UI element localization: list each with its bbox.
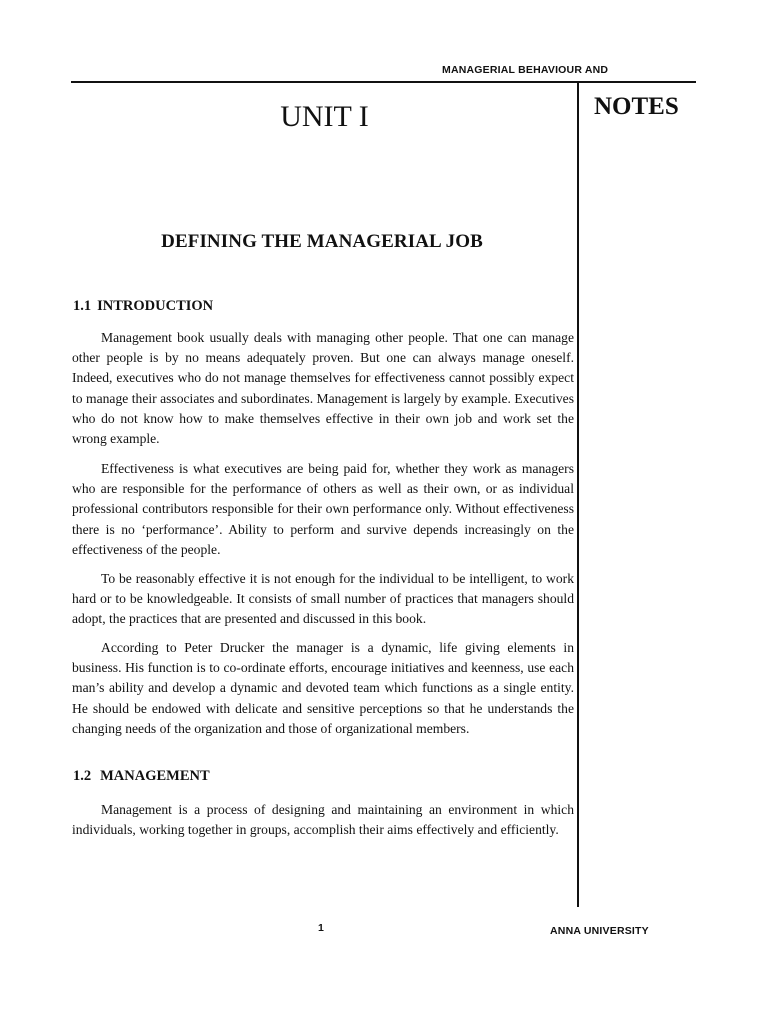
page-number: 1 [318, 922, 324, 934]
section-heading-introduction [73, 298, 213, 315]
paragraph: To be reasonably effective it is not enough for the individual to be intelligent, to work hard or to be knowledgeable. It consists of small number of practices that managers should adopt, the practices that are presented and discussed in this book. [72, 571, 574, 627]
unit-title: UNIT I [280, 100, 369, 133]
section-title: INTRODUCTION [97, 298, 214, 314]
footer-organization: ANNA UNIVERSITY [550, 925, 649, 937]
section-number: 1.2 [73, 768, 92, 784]
header-rule [71, 81, 696, 83]
paragraph: Management is a process of designing and maintaining an environment in which individuals, working together in groups, accomplish their aims effectively and efficiently. [72, 802, 574, 838]
notes-column-divider [577, 82, 579, 907]
chapter-title: DEFINING THE MANAGERIAL JOB [161, 231, 483, 252]
section-title: MANAGEMENT [100, 768, 210, 784]
section-heading-management [73, 768, 210, 785]
paragraph: Management book usually deals with managing other people. That one can manage other people is by no means adequately proven. But one can always manage oneself. Indeed, executives who do not manage themselves for effectiveness cannot possibly expect to manage their associates and subordinates. Management is largely by example. Executives who do not know how to make themselves effective in their own job and work set the wrong example. [72, 330, 574, 447]
paragraph: According to Peter Drucker the manager is a dynamic, life giving elements in business. His function is to co-ordinate efforts, encourage initiatives and keenness, use each man’s ability and develop a dynamic and devoted team which functions as a single entity. He should be endowed with delicate and sensitive perceptions so that he understands the changing needs of the organization and those of organizational members. [72, 640, 574, 736]
running-header: MANAGERIAL BEHAVIOUR AND [442, 64, 609, 76]
section-number: 1.1 [73, 298, 92, 314]
paragraph: Effectiveness is what executives are being paid for, whether they work as managers who are responsible for the performance of others as well as their own, or as individual professional contributors responsible for their own performance only. Without effectiveness there is no ‘performance’. Ability to perform and survive depends increasingly on the effectiveness of the people. [72, 461, 574, 557]
notes-label: NOTES [594, 93, 679, 120]
